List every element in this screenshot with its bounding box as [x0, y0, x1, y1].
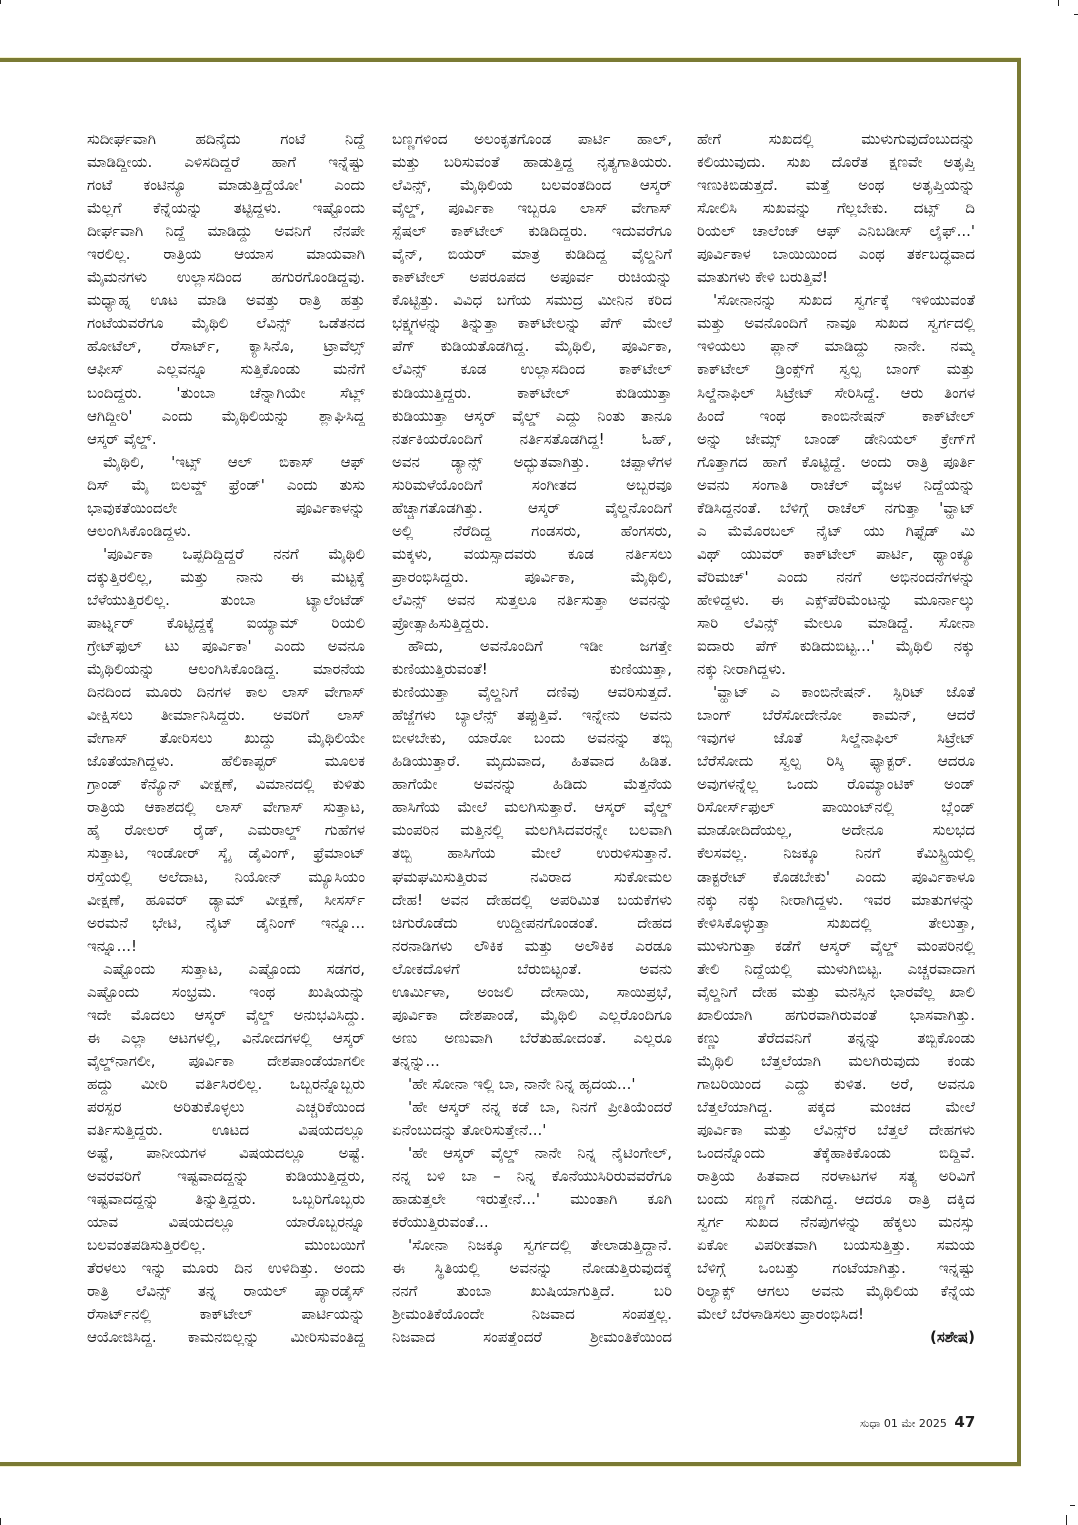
text-line: ಮಧ್ಯಾಹ್ನ ಊಟ ಮಾಡಿ ಅವತ್ತು ರಾತ್ರಿ ಹತ್ತು — [87, 291, 365, 310]
text-line: ಪಾರ್ಟ್ನರ್ ಕೊಟ್ಟಿದ್ದಕ್ಕೆ ಐಯ್ಯಾಮ್ ರಿಯಲಿ — [87, 613, 365, 632]
paragraph — [392, 1073, 672, 1096]
text-line: ಪ್ರಾರಂಭಿಸಿದ್ದರು. ಪೂರ್ವಿಕಾ, ಮೈಥಿಲಿ, — [392, 567, 672, 586]
text-line: ಚಿಗುರೊಡೆದು ಉದ್ದೀಪನಗೊಂಡಂತೆ. ದೇಹದ — [392, 913, 672, 932]
text-line: ಹಾಗೆಯೇ ಅವನನ್ನು ಹಿಡಿದು ಮೆತ್ತನೆಯ — [392, 775, 672, 794]
text-line: ಮಾಡಿದ್ದೀಯ. ಎಳಿಸದಿದ್ದರೆ ಹಾಗೆ ಇನ್ನೆಷ್ಟು — [87, 153, 365, 172]
article-column-2 — [392, 128, 672, 1349]
text-line: ಪೂರ್ವಿಕಾಳ ಬಾಯಿಯಿಂದ ಎಂಥ ತರ್ಕಬದ್ಧವಾದ — [697, 245, 975, 264]
text-line: ಮೈಥಿಲಿ ಬೆತ್ತಲೆಯಾಗಿ ಮಲಗಿರುವುದು ಕಂಡು — [697, 1051, 975, 1070]
text-line: ಪೆಗ್ ಕುಡಿಯತೊಡಗಿದ್ದ. ಮೈಥಿಲಿ, ಪೂರ್ವಿಕಾ, — [392, 337, 672, 356]
text-line: ಭಾವುಕತೆಯಿಂದಲೇ ಪೂರ್ವಿಕಾಳನ್ನು — [87, 498, 365, 517]
text-line: ಅನ್ನು ಜೇಮ್ಸ್ ಬಾಂಡ್ ಡೇನಿಯಲ್ ಕ್ರೇಗ್‌ಗೆ — [697, 429, 975, 448]
text-line: ಲೋಕದೊಳಗೆ ಬೆರುಬಿಟ್ಟಂತೆ. ಅವನು — [392, 959, 672, 978]
text-line: ಊರ್ಮಿಳಾ, ಅಂಜಲಿ ದೇಸಾಯಿ, ಸಾಯಿಪ್ರಭೆ, — [392, 982, 672, 1001]
page-frame-bottom — [0, 1462, 1021, 1466]
text-line: ದಕ್ಕುತ್ತಿರಲಿಲ್ಲ, ಮತ್ತು ನಾನು ಈ ಮಟ್ಟಕ್ಕೆ — [87, 567, 365, 586]
text-line: ಗಂಟೆ ಕಂಟಿನ್ಯೂ ಮಾಡುತ್ತಿದ್ದೆಯೋ' ಎಂದು — [87, 176, 365, 195]
text-line: ಮತ್ತು ಅವನೊಂದಿಗೆ ನಾವೂ ಸುಖದ ಸ್ವರ್ಗದಲ್ಲಿ — [697, 314, 975, 333]
text-line: ದೀರ್ಘವಾಗಿ ನಿದ್ದೆ ಮಾಡಿದ್ದು ಅವನಿಗೆ ನೆನಪೇ — [87, 222, 365, 241]
text-line: ಮೈಥಿಲಿಯನ್ನು ಆಲಂಗಿಸಿಕೊಂಡಿದ್ದ. ಮಾರನೆಯ — [87, 660, 365, 679]
article-column-1 — [87, 128, 365, 1349]
page-footer — [860, 1413, 975, 1431]
footer-magazine-name: ಸುಧಾ — [860, 1417, 881, 1430]
text-line: ಅವನು ಸಂಗಾತಿ ರಾಚೆಲ್ ವೈಜಳ ನಿದ್ದೆಯನ್ನು — [697, 475, 975, 494]
text-line: ಮತ್ತು ಬರಿಸುವಂತೆ ಹಾಡುತ್ತಿದ್ದ ನೃತ್ಯಗಾತಿಯರು. — [392, 153, 672, 172]
text-line: ರಿಲ್ಯಾಕ್ಸ್ ಆಗಲು ಅವನು ಮೈಥಿಲಿಯ ಕೆನ್ನೆಯ — [697, 1282, 975, 1301]
page-number: 47 — [954, 1413, 976, 1431]
text-line: ಸುರಿಮಳೆಯೊಂದಿಗೆ ಸಂಗೀತದ ಅಬ್ಬರವೂ — [392, 475, 672, 494]
footer-issue-date: 01 ಮೇ 2025 — [883, 1417, 947, 1430]
text-line: ವೈನ್, ಬಿಯರ್ ಮಾತ್ರ ಕುಡಿದಿದ್ದ ವೈಲ್ಡನಿಗೆ — [392, 245, 672, 264]
text-line: ಏನೆಂಬುದನ್ನು ತೋರಿಸುತ್ತೇನೆ...' — [392, 1121, 547, 1140]
text-line: ನಕ್ಕು ನಕ್ಕು ನೀರಾಗಿದ್ದಳು. ಇವರ ಮಾತುಗಳನ್ನು — [697, 890, 975, 909]
paragraph — [392, 1234, 672, 1349]
text-line: ಅರಮನೆ ಭೇಟಿ, ನೈಟ್ ಡೈನಿಂಗ್ ಇನ್ನೂ... — [87, 913, 365, 932]
text-line: ಸುತ್ತಾಟ, ಇಂಡೋರ್ ಸ್ಕೈ ಡೈವಿಂಗ್, ಫ್ರೆಮಾಂಟ್ — [87, 844, 365, 863]
text-line: ದಿಸ್ ಮೈ ಬಿಲವ್ಡ್ ಫ್ರೆಂಡ್' ಎಂದು ತುಸು — [87, 475, 365, 494]
text-line: ಮೈಮನಗಳು ಉಲ್ಲಾಸದಿಂದ ಹಗುರಗೊಂಡಿದ್ದವು. — [87, 268, 365, 287]
text-line: ಯಾವ ವಿಷಯದಲ್ಲೂ ಯಾರೊಬ್ಬರನ್ನೂ — [87, 1213, 365, 1232]
text-line: ರಾತ್ರಿಯ ಆಕಾಶದಲ್ಲಿ ಲಾಸ್ ವೇಗಾಸ್ ಸುತ್ತಾಟ, — [87, 798, 365, 817]
text-line: ಸ್ಪೆಷಲ್ ಕಾಕ್‌ಟೇಲ್ ಕುಡಿದಿದ್ದರು. ಇದುವರೆಗೂ — [392, 222, 672, 241]
text-line: ಕೆಲಸವಲ್ಲ. ನಿಜಕ್ಕೂ ನಿನಗೆ ಕೆಮಿಸ್ಟ್ರಿಯಲ್ಲಿ — [697, 844, 975, 863]
text-line: ಮೇಲೆ ಬೆರಳಾಡಿಸಲು ಪ್ರಾರಂಭಿಸಿದ! — [697, 1305, 865, 1324]
text-line: ಬಂದು ಸಣ್ಣಗೆ ನಡುಗಿದ್ದ. ಆದರೂ ರಾತ್ರಿ ದಕ್ಕಿದ — [697, 1190, 975, 1209]
text-line: ಹಿಂದೆ ಇಂಥ ಕಾಂಬಿನೇಷನ್ ಕಾಕ್‌ಟೇಲ್ — [697, 406, 975, 425]
text-line: ಬೀಳಬೇಕು, ಯಾರೋ ಬಂದು ಅವನನ್ನು ತಬ್ಬಿ — [392, 729, 672, 748]
text-line: ಗೊತ್ತಾಗದ ಹಾಗೆ ಕೊಟ್ಟಿದ್ದೆ. ಅಂದು ರಾತ್ರಿ ಪೂರ್ತಿ — [697, 452, 975, 471]
text-line: ಕುಣಿಯುತ್ತಿರುವಂತೆ! ಕುಣಿಯುತ್ತಾ, — [392, 660, 672, 679]
text-line: ಮಾತುಗಳು ಕೇಳಿ ಬರುತ್ತಿವೆ! — [697, 268, 829, 287]
text-line: ಮಾಡೋದಿದೆಯಲ್ಲ, ಅದೇನೂ ಸುಲಭದ — [697, 821, 975, 840]
text-line: 'ಹೇ ಸೋನಾ ಇಲ್ಲಿ ಬಾ, ನಾನೇ ನಿನ್ನ ಹೃದಯ...' — [408, 1074, 636, 1093]
article-column-3 — [697, 128, 975, 1349]
text-line: ಸುದೀರ್ಘವಾಗಿ ಹದಿನೈದು ಗಂಟೆ ನಿದ್ದೆ — [87, 130, 365, 148]
paragraph — [87, 543, 365, 958]
text-line: ಬೆಳೆಯುತ್ತಿರಲಿಲ್ಲ. ತುಂಬಾ ಟ್ಯಾಲೆಂಟೆಡ್ — [87, 590, 365, 609]
text-line: ರೆಸಾರ್ಟ್‌ನಲ್ಲಿ ಕಾಕ್‌ಟೇಲ್ ಪಾರ್ಟಿಯನ್ನು — [87, 1305, 365, 1324]
text-line: ವೈಲ್ಡ್, ಪೂರ್ವಿಕಾ ಇಬ್ಬರೂ ಲಾಸ್ ವೇಗಾಸ್ — [392, 199, 672, 218]
text-line: ತನ್ನನ್ನು... — [392, 1051, 440, 1070]
text-line: ಐದಾರು ಪೆಗ್ ಕುಡಿದುಬಿಟ್ಟ...' ಮೈಥಿಲಿ ನಕ್ಕು — [697, 637, 975, 656]
text-line: ಸೋಲಿಸಿ ಸುಖವನ್ನು ಗೆಲ್ಲಬೇಕು. ದಟ್ಸ್ ದಿ — [697, 199, 975, 218]
text-line: ಹೇಳಿದ್ದಳು. ಈ ಎಕ್ಸ್‌ಪೆರಿಮೆಂಟನ್ನು ಮೂರ್ನಾಲ್ಕು — [697, 590, 975, 609]
text-line: ನರನಾಡಿಗಳು ಲೌಕಿಕ ಮತ್ತು ಅಲೌಕಿಕ ಎರಡೂ — [392, 936, 672, 955]
text-line: ನನ್ನ ಬಳಿ ಬಾ – ನಿನ್ನ ಕೊನೆಯುಸಿರಿರುವವರೆಗೂ — [392, 1167, 672, 1186]
paragraph — [392, 635, 672, 1073]
text-line: ಭಕ್ಷ್ಯಗಳನ್ನು ತಿನ್ನುತ್ತಾ ಕಾಕ್‌ಟೇಲನ್ನು ಪೆಗ್ ಮೇಲೆ — [392, 314, 672, 333]
text-line: ಡಾಕ್ಟರೇಟ್ ಕೊಡಬೇಕು' ಎಂದು ಪೂರ್ವಿಕಾಳೂ — [697, 867, 975, 886]
text-line: 'ಹೇ ಆಸ್ಕರ್ ನನ್ನ ಕಡೆ ಬಾ, ನಿನಗೆ ಪ್ರೀತಿಯೆಂದರೆ — [408, 1097, 672, 1116]
text-line: ಸ್ವರ್ಗ ಸುಖದ ನೆನಪುಗಳನ್ನು ಹೆಕ್ಕಲು ಮನಸ್ಸು — [697, 1213, 975, 1232]
text-line: ರಸ್ತೆಯಲ್ಲಿ ಅಲೆದಾಟ, ನಿಯೋನ್ ಮ್ಯೂಸಿಯಂ — [87, 867, 365, 886]
text-line: ಹೌದು, ಅವನೊಂದಿಗೆ ಇಡೀ ಜಗತ್ತೇ — [408, 637, 672, 656]
text-line: ವೀಕ್ಷಿಸಲು ತೀರ್ಮಾನಿಸಿದ್ದರು. ಅವರಿಗೆ ಲಾಸ್ — [87, 706, 365, 725]
text-line: ಅಲ್ಲಿ ನೆರೆದಿದ್ದ ಗಂಡಸರು, ಹೆಂಗಸರು, — [392, 521, 672, 540]
text-line: ವರ್ತಿಸುತ್ತಿದ್ದರು. ಊಟದ ವಿಷಯದಲ್ಲೂ — [87, 1121, 365, 1140]
text-line: ಅಣು ಅಣುವಾಗಿ ಬೆರೆತುಹೋದಂತೆ. ಎಲ್ಲರೂ — [392, 1028, 672, 1047]
text-line: ವೈಲ್ಡನಿಗೆ ದೇಹ ಮತ್ತು ಮನಸ್ಸಿನ ಭಾರವೆಲ್ಲ ಖಾಲಿ — [697, 982, 975, 1001]
text-line: ಇನ್ನೂ...! — [87, 936, 138, 955]
text-line: 'ವ್ಹಾಟ್ ಎ ಕಾಂಬಿನೇಷನ್. ಸ್ಪಿರಿಟ್ ಜೊತೆ — [713, 683, 975, 702]
text-line: ಹದ್ದು ಮೀರಿ ವರ್ತಿಸಿರಲಿಲ್ಲ. ಒಬ್ಬರನ್ನೊಬ್ಬರು — [87, 1074, 365, 1093]
crop-mark — [0, 1518, 1, 1525]
text-line: ತೆರಳಲು ಇನ್ನು ಮೂರು ದಿನ ಉಳಿದಿತ್ತು. ಅಂದು — [87, 1259, 365, 1278]
paragraph — [392, 128, 672, 635]
text-line: ವೆರಿಮಚ್' ಎಂದು ನನಗೆ ಅಭಿನಂದನೆಗಳನ್ನು — [697, 567, 975, 586]
text-line: ಬಂದಿದ್ದರು. 'ತುಂಬಾ ಚೆನ್ನಾಗಿಯೇ ಸೆಟ್ಲ್ — [87, 383, 365, 402]
crop-mark — [1066, 1515, 1067, 1525]
text-line: 'ಸೋನಾನನ್ನು ಸುಖದ ಸ್ವರ್ಗಕ್ಕೆ ಇಳಿಯುವಂತೆ — [713, 291, 975, 310]
crop-mark — [1058, 0, 1059, 6]
crop-mark — [1070, 1505, 1075, 1506]
text-line: ನಕ್ಕು ನೀರಾಗಿದ್ದಳು. — [697, 660, 786, 679]
text-line: ಹೈ ರೋಲರ್ ರೈಡ್, ಎಮರಾಲ್ಡ್ ಗುಹೆಗಳ — [87, 821, 365, 840]
text-line: ಬಲವಂತಪಡಿಸುತ್ತಿರಲಿಲ್ಲ. ಮುಂಬಯಿಗೆ — [87, 1236, 365, 1255]
text-line: ಮೆಲ್ಲಗೆ ಕೆನ್ನೆಯನ್ನು ತಟ್ಟಿದ್ದಳು. ಇಷ್ಟೊಂದು — [87, 199, 365, 218]
text-line: ವೈಲ್ಡ್‌ನಾಗಲೀ, ಪೂರ್ವಿಕಾ ದೇಶಪಾಂಡೆಯಾಗಲೀ — [87, 1051, 365, 1070]
text-line: ಪೂರ್ವಿಕಾ ಮತ್ತು ಲೆವಿನ್ಸ್‌ರ ಬೆತ್ತಲೆ ದೇಹಗಳು — [697, 1121, 975, 1140]
crop-mark — [1074, 14, 1078, 15]
text-line: ಅವುಗಳನ್ನೆಲ್ಲ ಒಂದು ರೊಮ್ಯಾಂಟಿಕ್ ಅಂಡ್ — [697, 775, 975, 794]
paragraph — [697, 681, 975, 1326]
text-line: ಲೆವಿನ್ಸ್ ಕೂಡ ಉಲ್ಲಾಸದಿಂದ ಕಾಕ್‌ಟೇಲ್ — [392, 360, 672, 379]
text-line: ಅಷ್ಟೆ, ಪಾನೀಯಗಳ ವಿಷಯದಲ್ಲೂ ಅಷ್ಟೆ. — [87, 1144, 365, 1163]
paragraph — [87, 451, 365, 543]
text-line: ನನಗೆ ತುಂಬಾ ಖುಷಿಯಾಗುತ್ತಿದೆ. ಬರಿ — [392, 1282, 672, 1301]
text-line: ಬೆಳಿಗ್ಗೆ ಒಂಬತ್ತು ಗಂಟೆಯಾಗಿತ್ತು. ಇನ್ನಷ್ಟು — [697, 1259, 975, 1278]
text-line: ಇರಲಿಲ್ಲ. ರಾತ್ರಿಯ ಆಯಾಸ ಮಾಯವಾಗಿ — [87, 245, 365, 264]
text-line: ಲೆವಿನ್ಸ್, ಮೈಥಿಲಿಯ ಬಲವಂತದಿಂದ ಆಸ್ಕರ್ — [392, 176, 672, 195]
text-line: ಒಂದನ್ನೊಂದು ತೆಕ್ಕೆಹಾಕಿಕೊಂಡು ಬಿದ್ದಿವೆ. — [697, 1144, 975, 1163]
text-line: ಬಣ್ಣಗಳಿಂದ ಅಲಂಕೃತಗೊಂಡ ಪಾರ್ಟಿ ಹಾಲ್, — [392, 130, 672, 148]
text-line: ಹೆಜ್ಜೆಗಳು ಬ್ಯಾಲೆನ್ಸ್ ತಪ್ಪುತ್ತಿವೆ. ಇನ್ನೇನು ಅವನು — [392, 706, 672, 725]
text-line: 'ಹೇ ಆಸ್ಕರ್ ವೈಲ್ಡ್ ನಾನೇ ನಿನ್ನ ನೈಟಿಂಗೇಲ್, — [408, 1144, 672, 1163]
paragraph — [87, 958, 365, 1350]
text-line: ಈ ಎಲ್ಲಾ ಆಟಗಳಲ್ಲಿ, ವಿನೋದಗಳಲ್ಲಿ ಆಸ್ಕರ್ — [87, 1028, 365, 1047]
text-line: ಬೆತ್ತಲೆಯಾಗಿದ್ದ. ಪಕ್ಕದ ಮಂಚದ ಮೇಲೆ — [697, 1097, 975, 1116]
text-line: ಲೆವಿನ್ಸ್ ಅವನ ಸುತ್ತಲೂ ನರ್ತಿಸುತ್ತಾ ಅವನನ್ನು — [392, 590, 672, 609]
text-line: ಆಸ್ಕರ್ ವೈಲ್ಡ್. — [87, 429, 157, 448]
text-line: ಸಿಲ್ಡೆನಾಫಿಲ್ ಸಿಟ್ರೇಟ್ ಸೇರಿಸಿದ್ದೆ. ಆರು ತಿಂಗಳ — [697, 383, 975, 402]
text-line: ಇವುಗಳ ಜೊತೆ ಸಿಲ್ಡೆನಾಫಿಲ್ ಸಿಟ್ರೇಟ್ — [697, 729, 975, 748]
text-line: ಅವರವರಿಗೆ ಇಷ್ಟವಾದದ್ದನ್ನು ಕುಡಿಯುತ್ತಿದ್ದರು, — [87, 1167, 365, 1186]
text-line: ಕಾಕ್‌ಟೇಲ್ ಅಪರೂಪದ ಅಪೂರ್ವ ರುಚಿಯನ್ನು — [392, 268, 672, 287]
text-line: ನರ್ತಕಿಯರೊಂದಿಗೆ ನರ್ತಿಸತೊಡಗಿದ್ದ! ಓಹ್, — [392, 429, 672, 448]
text-line: ಹಾಸಿಗೆಯ ಮೇಲೆ ಮಲಗಿಸುತ್ತಾರೆ. ಆಸ್ಕರ್ ವೈಲ್ಡ್ — [392, 798, 672, 817]
text-line: ಇದೇ ಮೊದಲು ಆಸ್ಕರ್ ವೈಲ್ಡ್ ಅನುಭವಿಸಿದ್ದು. — [87, 1005, 365, 1024]
text-line: ಆಲಂಗಿಸಿಕೊಂಡಿದ್ದಳು. — [87, 521, 192, 540]
text-line: ರಾತ್ರಿ ಲೆವಿನ್ಸ್ ತನ್ನ ರಾಯಲ್ ಪ್ಯಾರಡೈಸ್ — [87, 1282, 365, 1301]
text-line: ಬೆರೆಸೋದು ಸ್ವಲ್ಪ ರಿಸ್ಕಿ ಫ್ಯಾಕ್ಟರ್. ಆದರೂ — [697, 752, 975, 771]
paragraph — [87, 128, 365, 451]
text-line: ನಿಜವಾದ ಸಂಪತ್ತೆಂದರೆ ಶ್ರೀಮಂತಿಕೆಯಿಂದ — [392, 1328, 672, 1347]
text-line: ಆಗಿದ್ದೀರಿ' ಎಂದು ಮೈಥಿಲಿಯನ್ನು ಶ್ಲಾಘಿಸಿದ್ದ — [87, 406, 365, 425]
text-line: ಮುಳುಗುತ್ತಾ ಕಡೆಗೆ ಆಸ್ಕರ್ ವೈಲ್ಡ್ ಮಂಪರಿನಲ್ಲಿ — [697, 936, 975, 955]
text-line: ಘಮಘಮಿಸುತ್ತಿರುವ ನವಿರಾದ ಸುಕೋಮಲ — [392, 867, 672, 886]
text-line: ರಿಸೋರ್ಸ್‌ಫುಲ್ ಪಾಯಿಂಟ್‌ನಲ್ಲಿ ಬ್ಲೆಂಡ್ — [697, 798, 975, 817]
text-line: ಸಾರಿ ಲೆವಿನ್ಸ್ ಮೇಲೂ ಮಾಡಿದ್ದೆ. ಸೋನಾ — [697, 613, 975, 632]
text-line: ಖಾಲಿಯಾಗಿ ಹಗುರವಾಗಿರುವಂತೆ ಭಾಸವಾಗಿತ್ತು. — [697, 1005, 975, 1024]
text-line: ರಿಯಲ್ ಚಾಲೆಂಜ್ ಆಫ್ ಎನಿಬಡೀಸ್ ಲೈಫ್...' — [697, 222, 975, 241]
paragraph — [392, 1142, 672, 1234]
text-line: ತೇಲಿ ನಿದ್ದೆಯಲ್ಲಿ ಮುಳುಗಿಬಿಟ್ಟ. ಎಚ್ಚರವಾದಾಗ — [697, 959, 975, 978]
text-line: ಆಫೀಸ್ ಎಲ್ಲವನ್ನೂ ಸುತ್ತಿಕೊಂಡು ಮನೆಗೆ — [87, 360, 365, 379]
paragraph — [697, 289, 975, 681]
text-line: ಹಾಡುತ್ತಲೇ ಇರುತ್ತೇನೆ...' ಮುಂತಾಗಿ ಕೂಗಿ — [392, 1190, 672, 1209]
text-line: ಪರಸ್ಪರ ಅರಿತುಕೊಳ್ಳಲು ಎಚ್ಚರಿಕೆಯಿಂದ — [87, 1097, 365, 1116]
text-line: ವಿಥ್ ಯುವರ್ ಕಾಕ್‌ಟೇಲ್ ಪಾರ್ಟಿ, ಥ್ಯಾಂಕ್ಯೂ — [697, 544, 975, 563]
text-line: ರಾತ್ರಿಯ ಹಿತವಾದ ನರಳಾಟಗಳ ಸತ್ಯ ಅರಿವಿಗೆ — [697, 1167, 975, 1186]
text-line: 'ಸೋನಾ ನಿಜಕ್ಕೂ ಸ್ವರ್ಗದಲ್ಲಿ ತೇಲಾಡುತ್ತಿದ್ದಾನೆ. — [408, 1236, 672, 1255]
text-line: ಮಂಪರಿನ ಮತ್ತಿನಲ್ಲಿ ಮಲಗಿಸಿದವರನ್ನೇ ಬಲವಾಗಿ — [392, 821, 672, 840]
crop-mark — [0, 0, 1, 4]
text-line: ಅವನ ಡ್ಯಾನ್ಸ್ ಅದ್ಭುತವಾಗಿತ್ತು. ಚಪ್ಪಾಳೆಗಳ — [392, 452, 672, 471]
text-line: ಇಳಿಯಲು ಪ್ಲಾನ್ ಮಾಡಿದ್ದು ನಾನೇ. ನಮ್ಮ — [697, 337, 975, 356]
paragraph — [697, 128, 975, 289]
text-line: ಎಷ್ಟೊಂದು ಸುತ್ತಾಟ, ಎಷ್ಟೊಂದು ಸಡಗರ, — [103, 959, 365, 978]
text-line: ಎಷ್ಟೊಂದು ಸಂಭ್ರಮ. ಇಂಥ ಖುಷಿಯನ್ನು — [87, 982, 365, 1001]
text-line: ಪ್ರೋತ್ಸಾಹಿಸುತ್ತಿದ್ದರು. — [392, 613, 490, 632]
page-frame-top — [0, 58, 1021, 62]
text-line: ಜೊತೆಯಾಗಿದ್ದಳು. ಹೆಲಿಕಾಪ್ಟರ್ ಮೂಲಕ — [87, 752, 365, 771]
text-line: ಮಕ್ಕಳು, ವಯಸ್ಸಾದವರು ಕೂಡ ನರ್ತಿಸಲು — [392, 544, 672, 563]
text-line: 'ಪೂರ್ವಿಕಾ ಒಪ್ಪದಿದ್ದಿದ್ದರೆ ನನಗೆ ಮೈಥಿಲಿ — [103, 544, 365, 563]
text-line: ಗ್ರೇಟ್‌ಫುಲ್ ಟು ಪೂರ್ವಿಕಾ' ಎಂದು ಅವನೂ — [87, 637, 365, 656]
text-line: ಕಣ್ಣು ತೆರೆದವನಿಗೆ ತನ್ನನ್ನು ತಬ್ಬಿಕೊಂಡು — [697, 1028, 975, 1047]
text-line: ಇಷ್ಟವಾದದ್ದನ್ನು ತಿನ್ನುತ್ತಿದ್ದರು. ಒಬ್ಬರಿಗೊಬ್ಬರು — [87, 1190, 365, 1209]
text-line: ದಿನದಿಂದ ಮೂರು ದಿನಗಳ ಕಾಲ ಲಾಸ್ ವೇಗಾಸ್ — [87, 683, 365, 702]
text-line: ಮೈಥಿಲಿ, 'ಇಟ್ಸ್ ಆಲ್ ಬಿಕಾಸ್ ಆಫ್ — [103, 452, 365, 471]
text-line: ದೇಹ! ಅವನ ದೇಹದಲ್ಲಿ ಅಪರಿಮಿತ ಬಯಕೆಗಳು — [392, 890, 672, 909]
text-line: ಕೇಳಿಸಿಕೊಳ್ಳುತ್ತಾ ಸುಖದಲ್ಲಿ ತೇಲುತ್ತಾ, — [697, 913, 975, 932]
to-be-continued-label: (ಸಶೇಷ) — [929, 1328, 975, 1347]
text-line: ಏಕೋ ವಿಪರೀತವಾಗಿ ಬಯಸುತ್ತಿತ್ತು. ಸಮಯ — [697, 1236, 975, 1255]
text-line: ಬಾಂಗ್ ಬೆರೆಸೋದೇನೋ ಕಾಮನ್, ಆದರೆ — [697, 706, 975, 725]
text-line: ವೀಕ್ಷಣೆ, ಹೂವರ್ ಡ್ಯಾಮ್ ವೀಕ್ಷಣೆ, ಸೀಸರ್ಸ್ — [87, 890, 365, 909]
text-line: ಆಯೋಜಿಸಿದ್ದ. ಕಾಮನಬಿಲ್ಲನ್ನು ಮೀರಿಸುವಂತಿದ್ದ — [87, 1328, 365, 1347]
text-line: ಹೆಚ್ಚಾಗತೊಡಗಿತ್ತು. ಆಸ್ಕರ್ ವೈಲ್ಡನೊಂದಿಗೆ — [392, 498, 672, 517]
text-line: ಶ್ರೀಮಂತಿಕೆಯೊಂದೇ ನಿಜವಾದ ಸಂಪತ್ತಲ್ಲ. — [392, 1305, 672, 1324]
text-line: ಈ ಸ್ಥಿತಿಯಲ್ಲಿ ಅವನನ್ನು ನೋಡುತ್ತಿರುವುದಕ್ಕೆ — [392, 1259, 672, 1278]
text-line: ಕಾಕ್‌ಟೇಲ್ ಡ್ರಿಂಕ್ಸ್‌ಗೆ ಸ್ವಲ್ಪ ಬಾಂಗ್ ಮತ್ತು — [697, 360, 975, 379]
text-line: ಹೇಗೆ ಸುಖದಲ್ಲಿ ಮುಳುಗುವುದೆಂಬುದನ್ನು — [697, 130, 975, 148]
text-line: ಇಣುಕಿಬಿಡುತ್ತದೆ. ಮತ್ತೆ ಅಂಥ ಅತೃಪ್ತಿಯನ್ನು — [697, 176, 975, 195]
text-line: ಕೆಡಿಸಿದ್ದನಂತೆ. ಬೆಳಿಗ್ಗೆ ರಾಚೆಲ್ ನಗುತ್ತಾ 'ವ್ಹಾಟ್ — [697, 498, 975, 517]
text-line: ಗ್ರಾಂಡ್ ಕೆನ್ಯೊನ್ ವೀಕ್ಷಣೆ, ವಿಮಾನದಲ್ಲಿ ಕುಳಿತು — [87, 775, 365, 794]
text-line: ಹಿಡಿಯುತ್ತಾರೆ. ಮೃದುವಾದ, ಹಿತವಾದ ಹಿಡಿತ. — [392, 752, 672, 771]
text-line: ಪೂರ್ವಿಕಾ ದೇಶಪಾಂಡೆ, ಮೈಥಿಲಿ ಎಲ್ಲರೊಂದಿಗೂ — [392, 1005, 672, 1024]
text-line: ವೇಗಾಸ್ ತೋರಿಸಲು ಖುದ್ದು ಮೈಥಿಲಿಯೇ — [87, 729, 365, 748]
text-line: ಕಲಿಯುವುದು. ಸುಖ ದೊರೆತ ಕ್ಷಣವೇ ಅತೃಪ್ತಿ — [697, 153, 975, 172]
paragraph — [392, 1096, 672, 1142]
text-line: ಕರೆಯುತ್ತಿರುವಂತೆ... — [392, 1213, 489, 1232]
text-line: ಗಾಬರಿಯಿಂದ ಎದ್ದು ಕುಳಿತ. ಅರೆ, ಅವನೂ — [697, 1074, 975, 1093]
text-line: ಹೋಟೆಲ್, ರೆಸಾರ್ಟ್, ಕ್ಯಾಸಿನೊ, ಟ್ರಾವೆಲ್ಸ್ — [87, 337, 365, 356]
page-frame-right — [1017, 58, 1021, 1466]
text-line: ಕುಡಿಯುತ್ತಿದ್ದರು. ಕಾಕ್‌ಟೇಲ್ ಕುಡಿಯುತ್ತಾ — [392, 383, 672, 402]
text-line: ಗಂಟೆಯವರೆಗೂ ಮೈಥಿಲಿ ಲೆವಿನ್ಸ್ ಒಡೆತನದ — [87, 314, 365, 333]
text-line: ಕುಣಿಯುತ್ತಾ ವೈಲ್ಡನಿಗೆ ದಣಿವು ಆವರಿಸುತ್ತದೆ. — [392, 683, 672, 702]
text-line: ಎ ಮೆಮೊರಬಲ್ ನೈಟ್ ಯು ಗಿಫ್ಟೆಡ್ ಮಿ — [697, 521, 975, 540]
text-line: ಕೊಟ್ಟಿತ್ತು. ವಿವಿಧ ಬಗೆಯ ಸಮುದ್ರ ಮೀನಿನ ಕರಿದ — [392, 291, 672, 310]
text-line: ತಬ್ಬಿ ಹಾಸಿಗೆಯ ಮೇಲೆ ಉರುಳಿಸುತ್ತಾನೆ. — [392, 844, 672, 863]
text-line: ಕುಡಿಯುತ್ತಾ ಆಸ್ಕರ್ ವೈಲ್ಡ್ ಎದ್ದು ನಿಂತು ತಾನೂ — [392, 406, 672, 425]
